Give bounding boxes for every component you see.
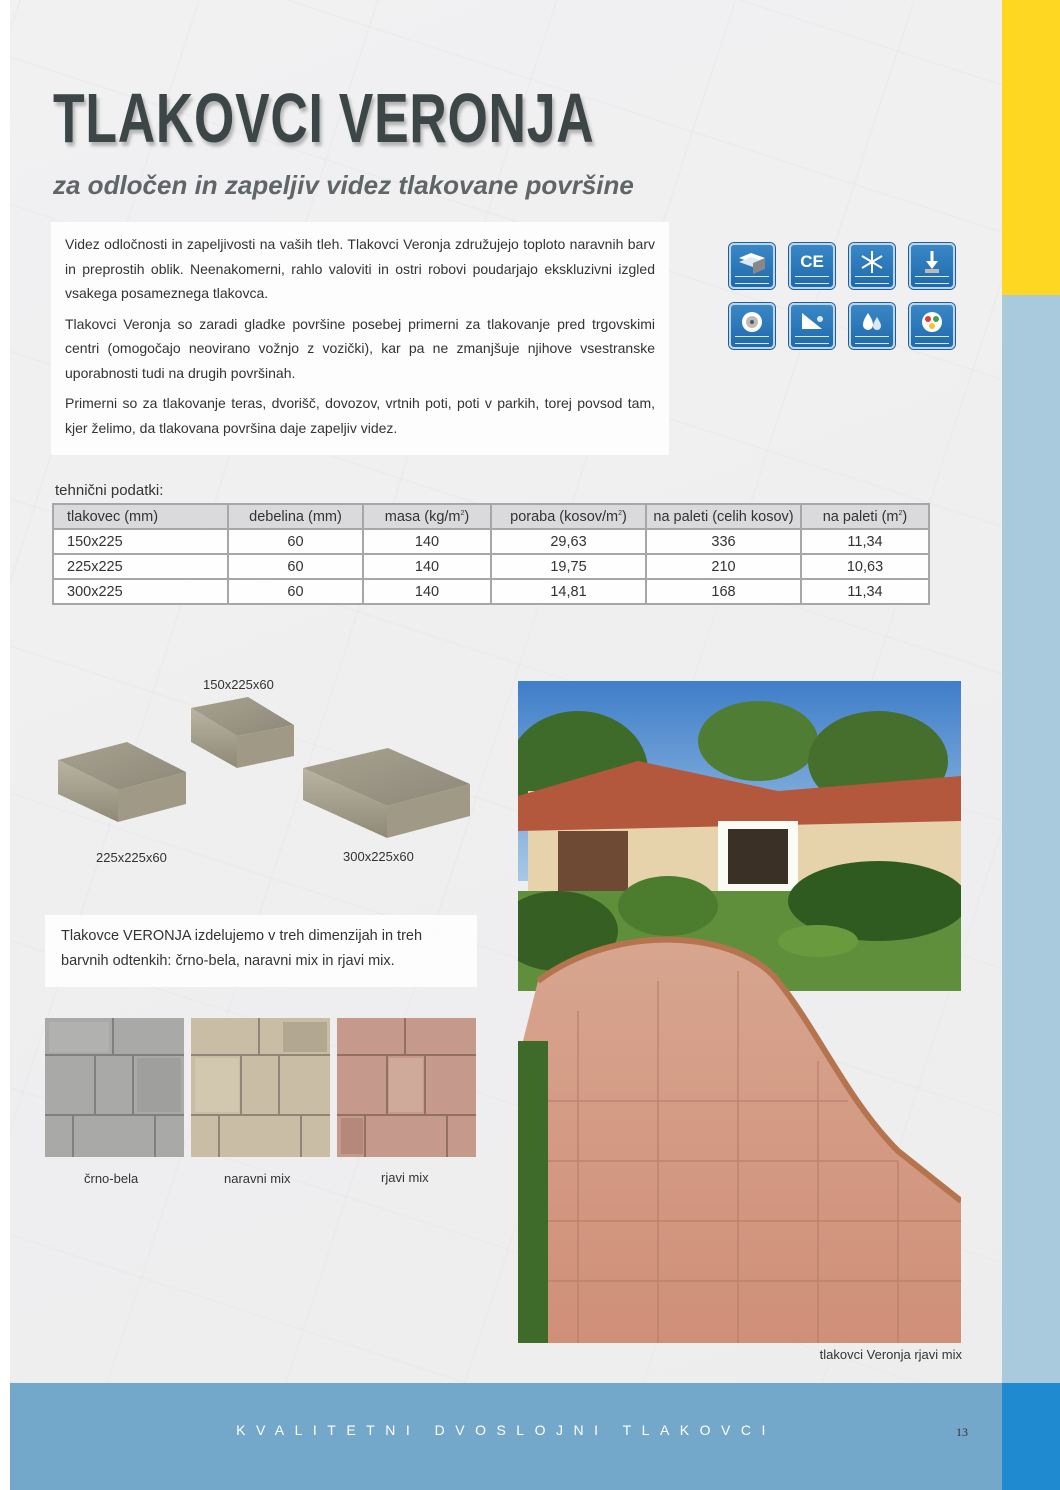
- intro-text-box: [51, 222, 669, 455]
- superscript: 2: [898, 509, 903, 517]
- column-header: [228, 504, 363, 529]
- column-header-text: na paleti (celih kosov): [653, 508, 794, 525]
- load-weight-icon: [909, 243, 955, 289]
- footer-bar: [10, 1383, 1002, 1490]
- column-header-text: ): [902, 508, 908, 525]
- wear-resistant-icon: [729, 303, 775, 349]
- swatch-label: rjavi mix: [381, 1170, 429, 1185]
- swatch-crno-bela: [45, 1018, 184, 1157]
- table-row: [53, 529, 929, 554]
- footer-title: KVALITETNI DVOSLOJNI TLAKOVCI: [236, 1422, 776, 1438]
- frost-resistant-icon: [849, 243, 895, 289]
- table-cell: 19,75: [491, 554, 646, 579]
- photo-caption: tlakovci Veronja rjavi mix: [819, 1347, 962, 1362]
- intro-paragraph: Videz odločnosti in zapeljivosti na vaših tleh. Tlakovci Veronja združujejo toploto naravnih barv in preprostih oblik. Neenakomerni, rahlo valoviti in ostri robovi poudarjajo ekskluzivni izgled vsakega posameznega tlakovca.: [65, 236, 655, 301]
- table-cell: 29,63: [491, 529, 646, 554]
- yellow-side-stripe: [1002, 0, 1060, 295]
- paver-shapes-illustration: [40, 670, 500, 870]
- swatch-naravni-mix: [191, 1018, 330, 1157]
- paver-150x225: [191, 697, 294, 768]
- column-header-text: ): [622, 508, 627, 525]
- table-row: [53, 579, 929, 604]
- superscript: 2: [460, 509, 465, 517]
- paver-225x225: [58, 742, 186, 822]
- icon-row: [729, 243, 957, 289]
- column-header-text: ): [464, 508, 470, 525]
- colors-text-box: [45, 915, 477, 987]
- table-cell: 60: [228, 554, 363, 579]
- page-number: 13: [956, 1425, 968, 1439]
- table-cell: 140: [363, 554, 491, 579]
- intro-paragraph: Tlakovci Veronja so zaradi gladke površine posebej primerni za tlakovanje pred trgovskimi centri (omogočajo neovirano vožnjo z vozički), kar pa ne zmanjšuje njihove vsestranske uporabnosti tudi na drugih površinah.: [65, 315, 655, 381]
- table-cell: 60: [228, 529, 363, 554]
- colors-text-line: Tlakovce VERONJA izdelujemo v treh dimenzijah in treh: [61, 928, 423, 944]
- table-cell: 14,81: [491, 579, 646, 604]
- ce-mark-text: CE: [800, 252, 824, 271]
- ce-mark-icon: [789, 243, 835, 289]
- table-cell: 336: [646, 529, 801, 554]
- table-cell: 140: [363, 529, 491, 554]
- swatch-label: črno-bela: [84, 1171, 139, 1186]
- table-cell: 11,34: [801, 579, 929, 604]
- column-header: [646, 504, 801, 529]
- table-cell: 225x225: [53, 554, 228, 579]
- column-header-text: tlakovec (mm): [67, 508, 159, 525]
- swatch-label: naravni mix: [224, 1171, 291, 1186]
- icon-row: [729, 303, 957, 349]
- property-icons: [729, 243, 957, 363]
- table-cell: 210: [646, 554, 801, 579]
- blue-side-stripe: [1002, 1383, 1060, 1490]
- superscript: 2: [618, 509, 623, 517]
- column-header: [801, 504, 929, 529]
- anti-slip-icon: [789, 303, 835, 349]
- table-cell: 300x225: [53, 579, 228, 604]
- column-header-text: na paleti (m: [822, 508, 899, 525]
- light-blue-side-stripe: [1002, 295, 1060, 1383]
- table-cell: 11,34: [801, 529, 929, 554]
- table-row: [53, 554, 929, 579]
- dimension-label-small: 150x225x60: [203, 677, 274, 692]
- paver-300x225: [303, 748, 470, 838]
- table-header-row: [53, 504, 929, 529]
- column-header: [491, 504, 646, 529]
- table-cell: 150x225: [53, 529, 228, 554]
- color-palette-icon: [909, 303, 955, 349]
- stacked-layers-icon: [729, 243, 775, 289]
- swatch-rjavi-mix: [337, 1018, 476, 1157]
- dimension-label-medium: 225x225x60: [96, 850, 167, 865]
- technical-data-label: tehnični podatki:: [55, 482, 164, 499]
- intro-paragraph: Primerni so za tlakovanje teras, dvorišč, dovozov, vrtnih poti, poti v parkih, torej povsod tam, kjer želimo, da tlakovana površina daje zapeljiv videz.: [65, 395, 655, 436]
- column-header-text: debelina (mm): [249, 508, 342, 525]
- technical-data-table: [52, 503, 930, 605]
- column-header-text: masa (kg/m: [384, 508, 461, 525]
- table-cell: 60: [228, 579, 363, 604]
- page-title: TLAKOVCI VERONJA: [53, 79, 595, 157]
- garden-path-photo: [518, 681, 961, 1343]
- table-cell: 140: [363, 579, 491, 604]
- table-cell: 168: [646, 579, 801, 604]
- dimension-label-large: 300x225x60: [343, 849, 414, 864]
- table-cell: 10,63: [801, 554, 929, 579]
- column-header: [363, 504, 491, 529]
- page-subtitle: za odločen in zapeljiv videz tlakovane površine: [53, 170, 634, 200]
- column-header-text: poraba (kosov/m: [510, 508, 619, 525]
- water-absorption-icon: [849, 303, 895, 349]
- colors-text-line: barvnih odtenkih: črno-bela, naravni mix in rjavi mix.: [61, 952, 395, 969]
- column-header: [53, 504, 228, 529]
